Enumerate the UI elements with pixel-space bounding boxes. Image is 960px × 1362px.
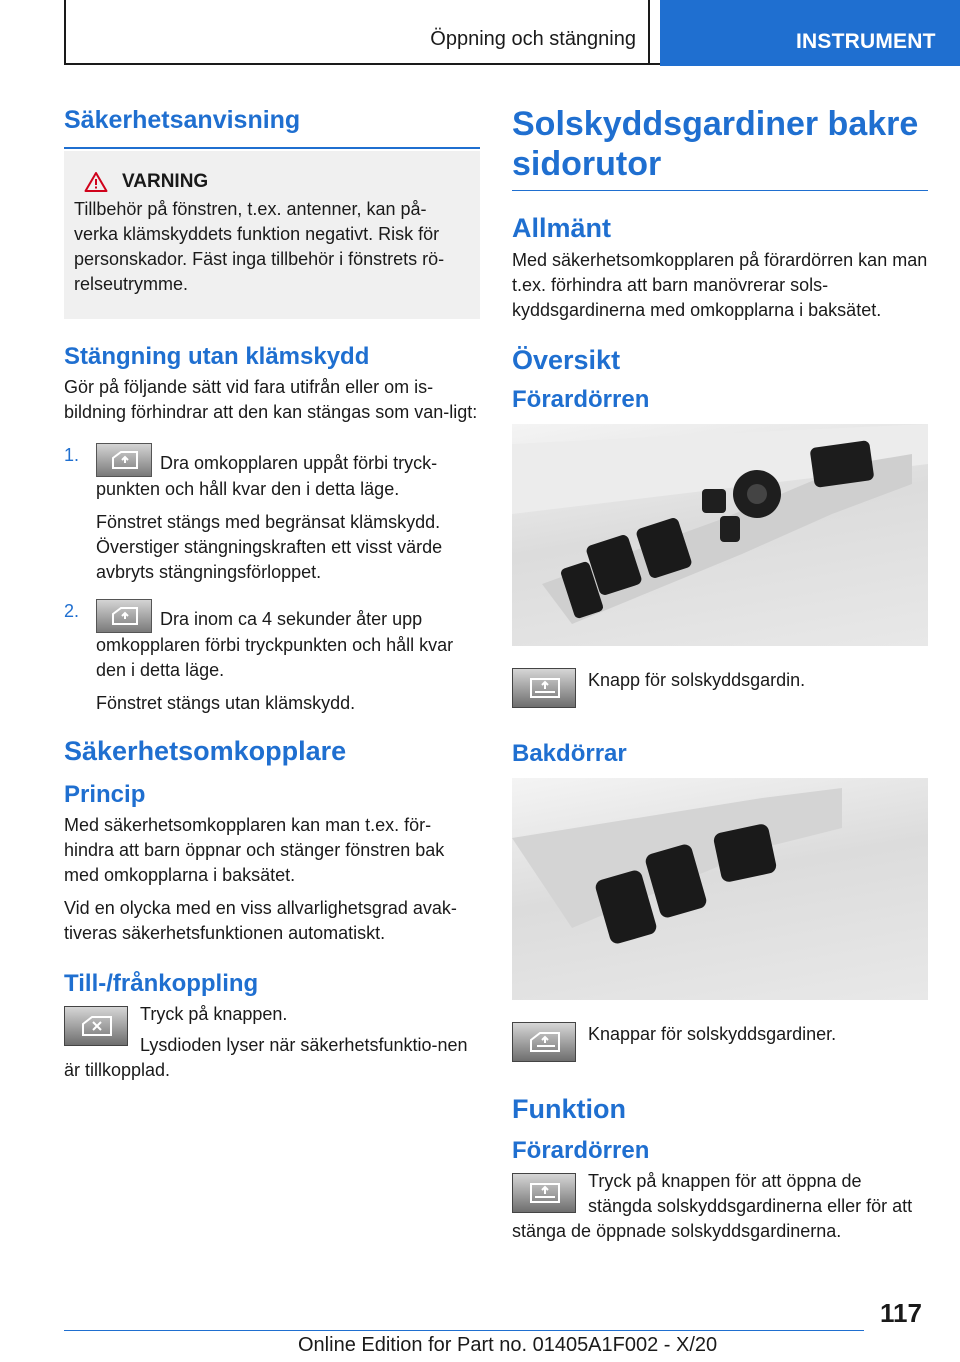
safety-heading: Säkerhetsanvisning	[64, 106, 480, 149]
sunblind-button-icon	[512, 668, 576, 708]
switch-heading: Säkerhetsomkopplare	[64, 736, 347, 766]
closing-heading: Stängning utan klämskydd	[64, 343, 370, 370]
header-underline	[64, 63, 660, 65]
step-text: Dra inom ca 4 sekunder åter upp omkopplaren förbi tryckpunkten och håll kvar den i detta läge.	[96, 609, 454, 680]
right-column	[512, 96, 928, 1244]
step-note: Fönstret stängs utan klämskydd.	[96, 693, 356, 713]
principle-text-2: Vid en olycka med en viss allvarlighetsgrad avak-tiveras säkerhetsfunktionen automatiskt.	[64, 898, 457, 943]
list-item	[64, 443, 480, 585]
window-switch-icon	[96, 443, 152, 477]
child-lock-button-icon	[64, 1006, 128, 1046]
page-title: Solskyddsgardiner bakre sidorutor	[512, 96, 928, 191]
step-number: 2.	[64, 601, 80, 621]
page-number: 117	[880, 1298, 922, 1328]
rear-caption-row	[512, 1022, 928, 1062]
header-section-title: Öppning och stängning	[430, 28, 636, 50]
warning-header	[74, 171, 470, 193]
step-note: Fönstret stängs med begränsat klämskydd. Överstiger stängningskraften ett visst värde avbryts stängningsförloppet.	[96, 512, 443, 582]
toggle-heading: Till-/frånkoppling	[64, 970, 259, 997]
function-text: Tryck på knappen för att öppna de stängda solskyddsgardinerna eller för att stänga de öppnade solskyddsgardinerna.	[512, 1171, 913, 1241]
driver-door-heading: Förardörren	[512, 386, 650, 413]
rear-doors-heading: Bakdörrar	[512, 740, 627, 767]
step-number: 1.	[64, 445, 80, 465]
step-text: Dra omkopplaren uppåt förbi tryck-punkten och håll kvar den i detta läge.	[96, 453, 438, 499]
window-switch-icon	[96, 599, 152, 633]
principle-heading: Princip	[64, 781, 146, 808]
warning-box	[64, 151, 480, 319]
driver-door-photo	[512, 424, 928, 646]
list-item	[64, 599, 480, 716]
function-subheading: Förardörren	[512, 1137, 650, 1164]
footer-edition-link[interactable]: Online Edition for Part no. 01405A1F002 - X/20	[298, 1334, 718, 1356]
warning-text: Tillbehör på fönstren, t.ex. antenner, kan på-verka klämskyddets funktion negativt. Risk för personskador. Fäst inga tillbehör i fönstrets rö-relseutrymme.	[74, 199, 445, 294]
function-block	[512, 1169, 928, 1244]
general-text: Med säkerhetsomkopplaren på förardörren kan man t.ex. förhindra att barn manövrerar sols-kyddsgardinerna med omkopplarna i baksätet.	[512, 250, 928, 320]
warning-triangle-icon	[84, 171, 108, 193]
header-chapter-tab[interactable]: INSTRUMENT	[660, 0, 960, 66]
left-column	[64, 96, 480, 1083]
toggle-text-1: Tryck på knappen.	[140, 1004, 288, 1024]
footer-rule	[64, 1330, 864, 1331]
driver-caption-row	[512, 668, 928, 708]
closing-steps	[64, 443, 480, 716]
function-heading: Funktion	[512, 1094, 626, 1124]
principle-text-1: Med säkerhetsomkopplaren kan man t.ex. för-hindra att barn öppnar och stänger fönstren bak med omkopplarna i baksätet.	[64, 815, 445, 885]
rear-door-photo	[512, 778, 928, 1000]
toggle-text-2: Lysdioden lyser när säkerhetsfunktio-nen är tillkopplad.	[64, 1035, 468, 1080]
sunblind-buttons-icon	[512, 1022, 576, 1062]
general-heading: Allmänt	[512, 213, 612, 243]
overview-heading: Översikt	[512, 345, 621, 375]
rear-caption: Knappar för solskyddsgardiner.	[588, 1024, 837, 1044]
warning-label: VARNING	[122, 171, 209, 192]
header-divider-right	[648, 0, 650, 64]
driver-caption: Knapp för solskyddsgardin.	[588, 670, 806, 690]
closing-intro: Gör på följande sätt vid fara utifrån eller om is-bildning förhindrar att den kan stängas som van-ligt:	[64, 377, 478, 422]
sunblind-button-icon	[512, 1173, 576, 1213]
toggle-block	[64, 1002, 480, 1083]
